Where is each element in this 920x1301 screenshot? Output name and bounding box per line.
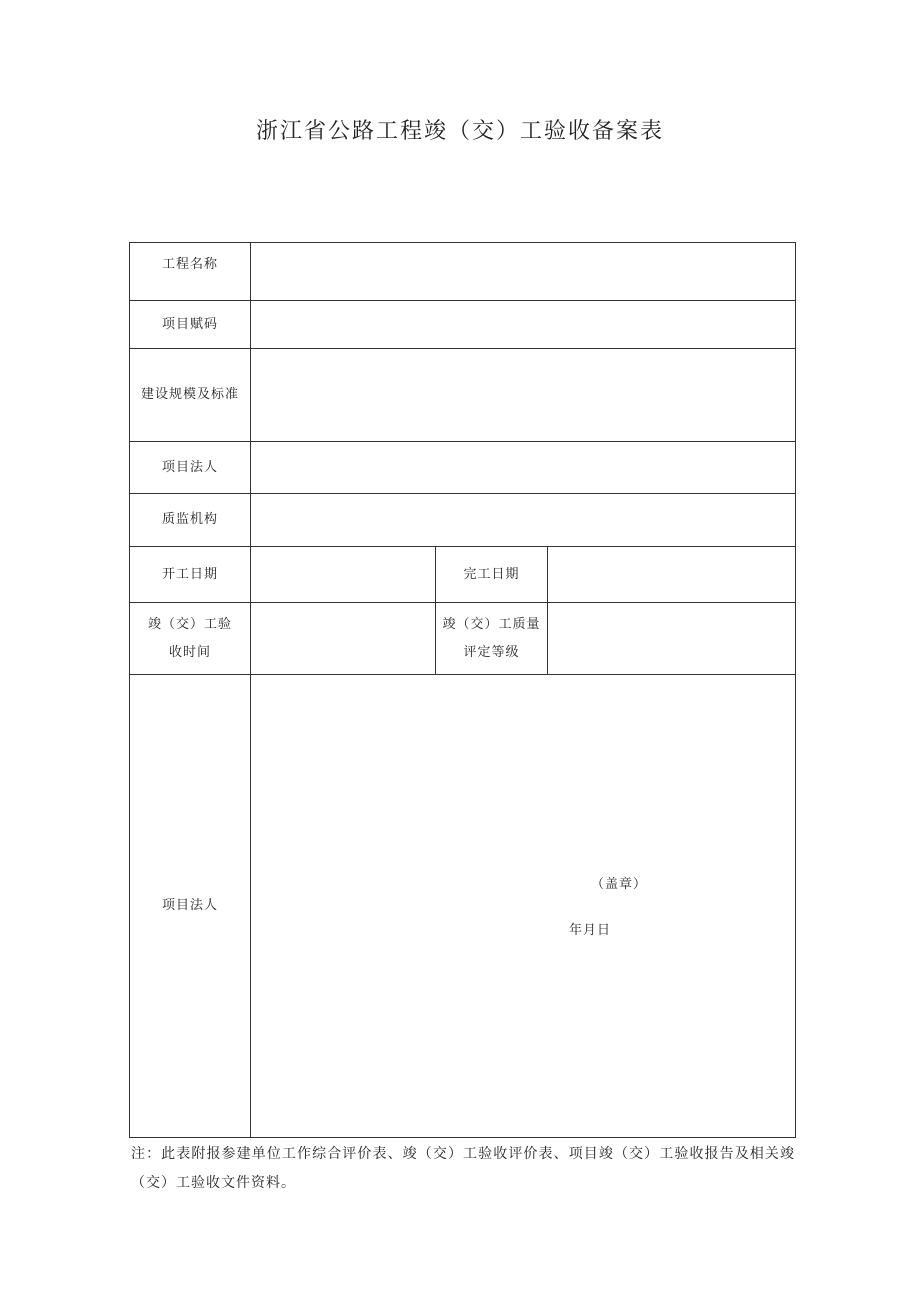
label-acceptance-time-line1: 竣（交）工验	[147, 616, 232, 632]
label-start-date: 开工日期	[130, 547, 251, 603]
label-quality-agency: 质监机构	[130, 494, 251, 547]
label-project-code: 项目赋码	[130, 301, 251, 349]
field-project-name[interactable]	[251, 243, 796, 301]
row-project-code	[130, 301, 796, 349]
sign-date-text: 年月日	[569, 923, 612, 938]
label-project-name: 工程名称	[130, 243, 251, 301]
field-acceptance-time[interactable]	[251, 603, 436, 675]
label-quality-grade	[436, 603, 548, 675]
label-quality-grade-line1: 竣（交）工质量	[442, 616, 541, 632]
label-completion-date: 完工日期	[436, 547, 548, 603]
signature-area[interactable]	[251, 675, 796, 1138]
label-legal-person-sign: 项目法人	[130, 675, 251, 1138]
seal-text: （盖章）	[591, 877, 648, 892]
field-legal-person[interactable]	[251, 442, 796, 494]
field-quality-grade[interactable]	[548, 603, 796, 675]
field-project-code[interactable]	[251, 301, 796, 349]
field-quality-agency[interactable]	[251, 494, 796, 547]
label-legal-person: 项目法人	[130, 442, 251, 494]
row-dates	[130, 547, 796, 603]
label-acceptance-time	[130, 603, 251, 675]
field-completion-date[interactable]	[548, 547, 796, 603]
label-scale-standard: 建设规模及标准	[130, 349, 251, 442]
row-quality-agency	[130, 494, 796, 547]
label-acceptance-time-line2: 收时间	[168, 644, 211, 660]
row-legal-person-sign	[130, 675, 796, 1138]
filing-form-table	[129, 242, 796, 1138]
row-legal-person	[130, 442, 796, 494]
row-acceptance	[130, 603, 796, 675]
row-scale-standard	[130, 349, 796, 442]
row-project-name	[130, 243, 796, 301]
label-quality-grade-line2: 评定等级	[463, 644, 520, 660]
footnote: 注：此表附报参建单位工作综合评价表、竣（交）工验收评价表、项目竣（交）工验收报告及相关竣（交）工验收文件资料。	[131, 1146, 795, 1191]
field-scale-standard[interactable]	[251, 349, 796, 442]
field-start-date[interactable]	[251, 547, 436, 603]
page-title: 浙江省公路工程竣（交）工验收备案表	[255, 119, 664, 144]
